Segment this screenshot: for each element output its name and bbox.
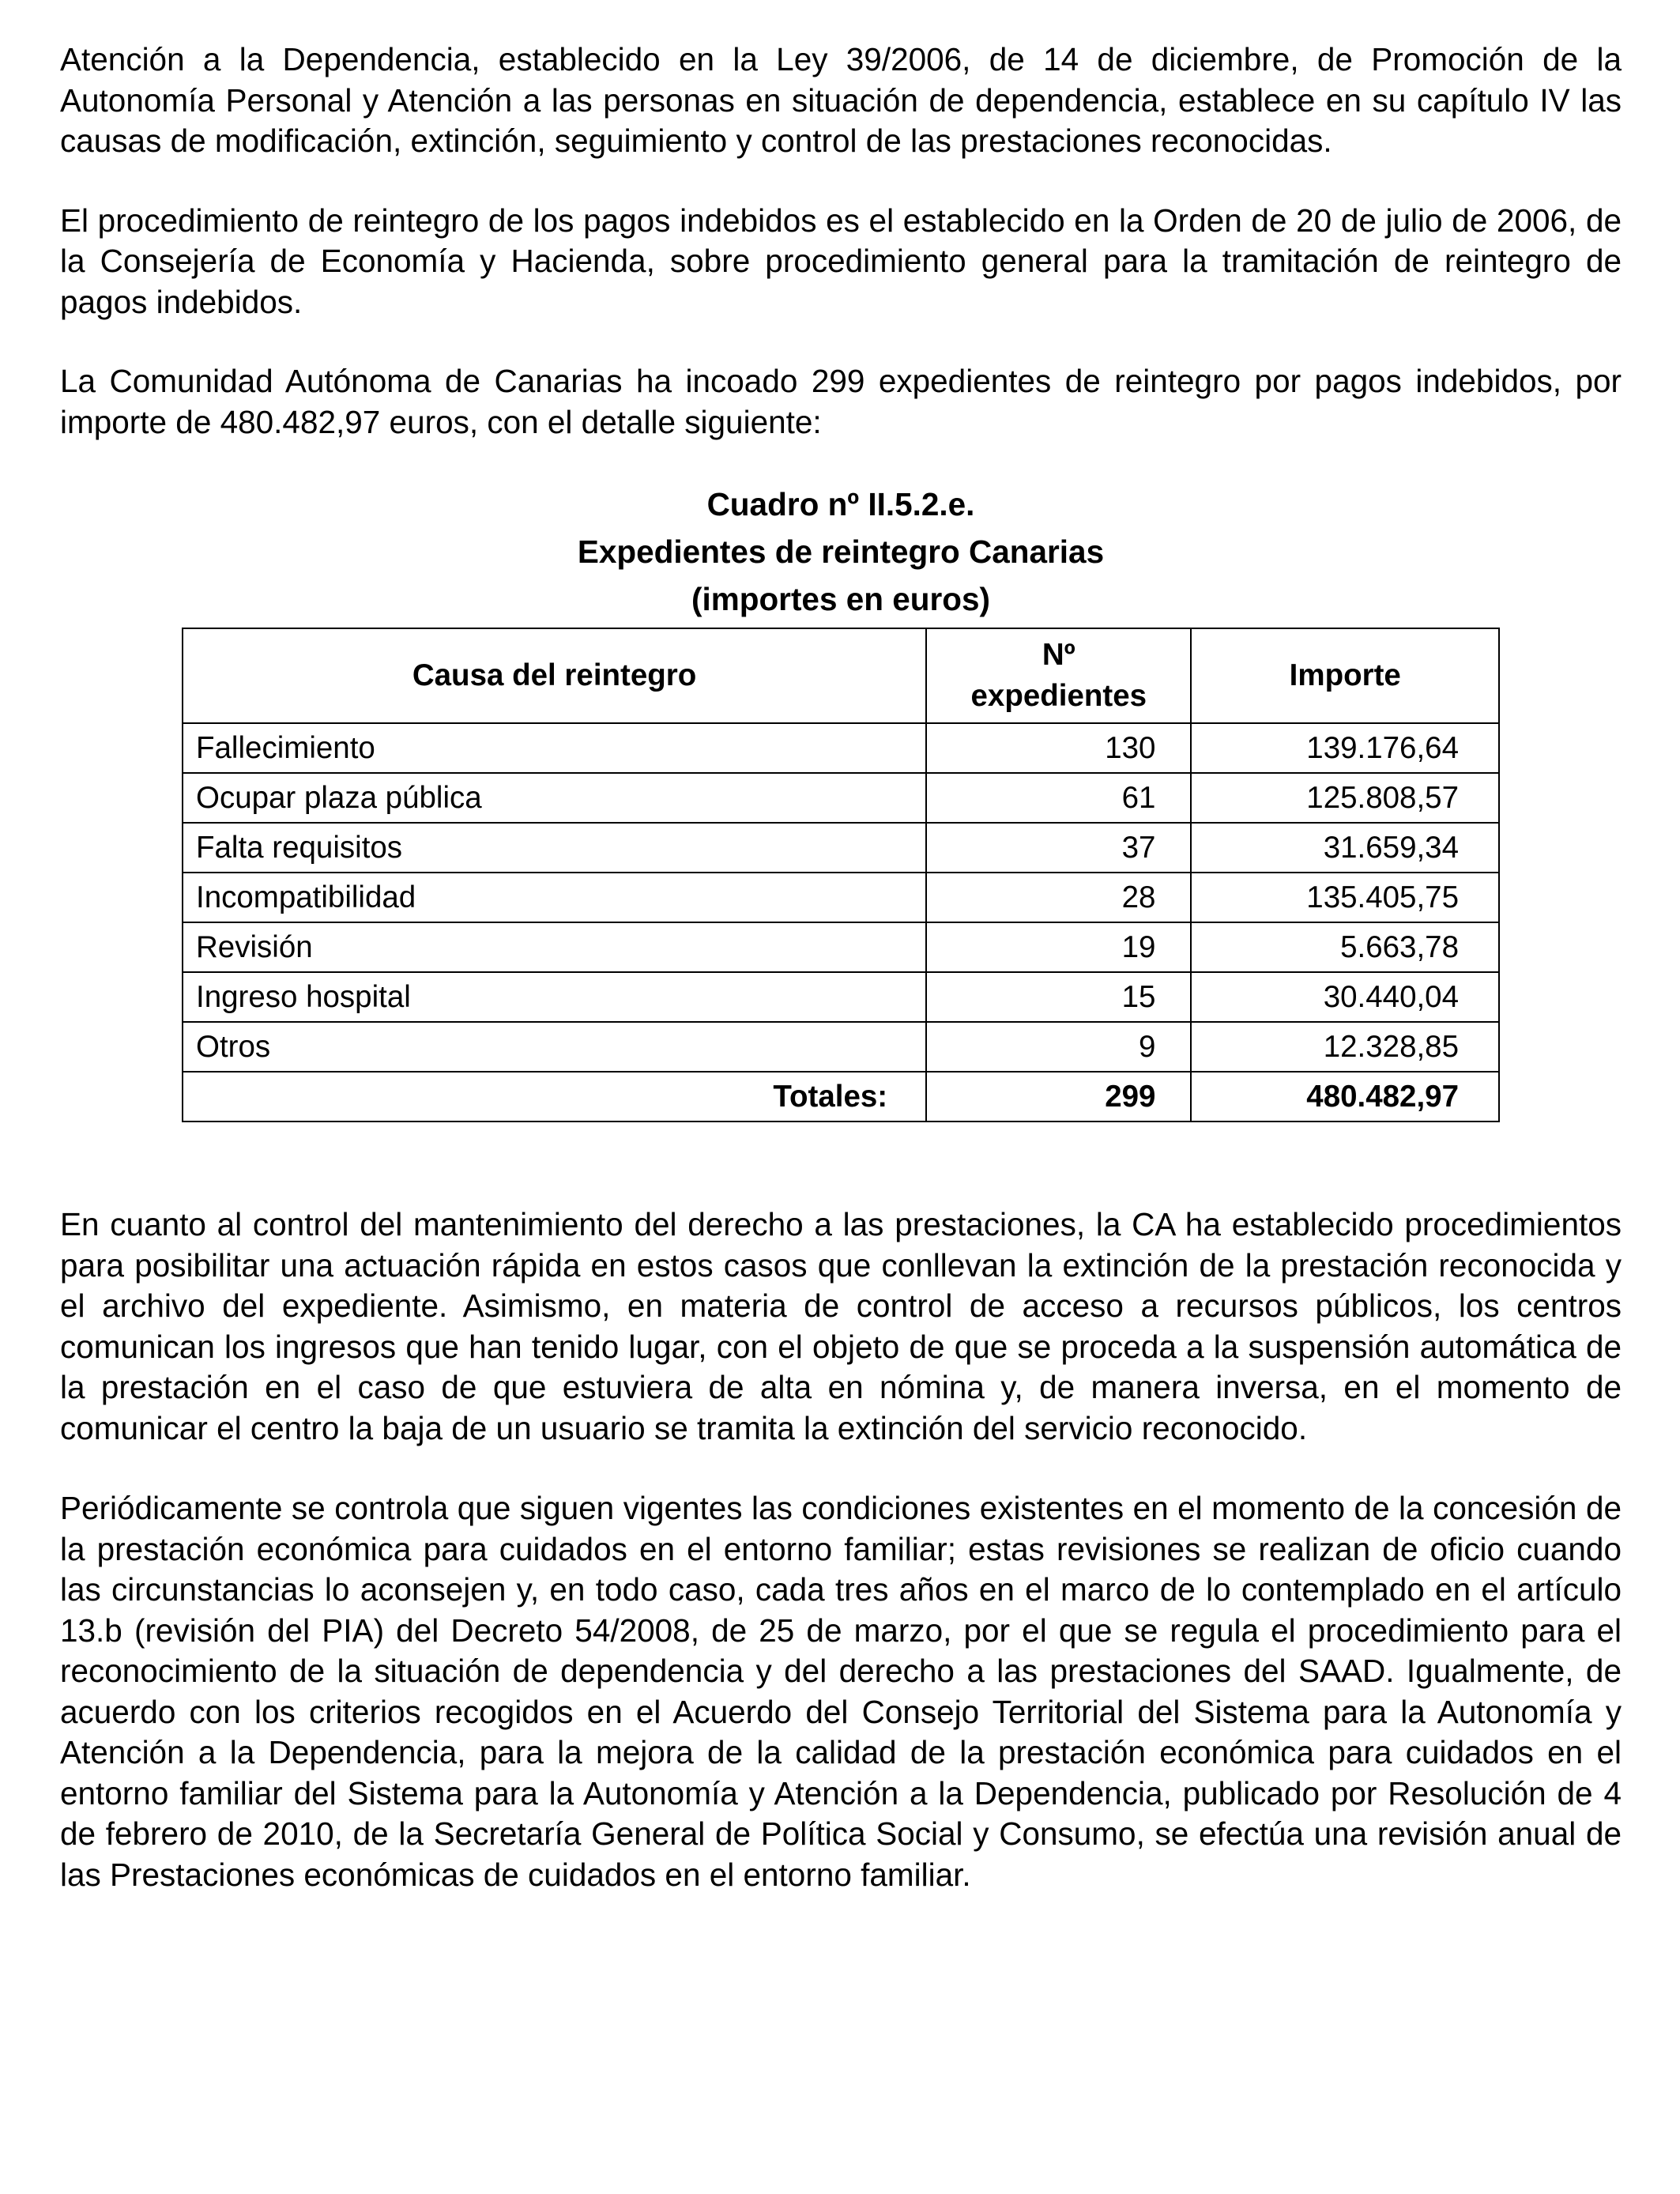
cell-cause: Ocupar plaza pública [183, 773, 926, 823]
caption-number: Cuadro nº II.5.2.e. [706, 486, 975, 522]
reintegro-table [182, 628, 1500, 1122]
paragraph-revision-periodica: Periódicamente se controla que siguen vigentes las condiciones existentes en el momento de la concesión de la prestación económica para cuidados en el entorno familiar; estas revisiones se realizan de oficio cuando las circunstancias lo aconsejen y, en todo caso, cada tres años en el marco de lo contemplado en el artículo 13.b (revisión del PIA) del Decreto 54/2008, de 25 de marzo, por el que se regula el procedimiento para el reconocimiento de la situación de dependencia y del derecho a las prestaciones del SAAD. Igualmente, de acuerdo con los criterios recogidos en el Acuerdo del Consejo Territorial del Sistema para la Autonomía y Atención a la Dependencia, para la mejora de la calidad de la prestación económica para cuidados en el entorno familiar del Sistema para la Autonomía y Atención a la Dependencia, publicado por Resolución de 4 de febrero de 2010, de la Secretaría General de Política Social y Consumo, se efectúa una revisión anual de las Prestaciones económicas de cuidados en el entorno familiar. [60, 1490, 1622, 1893]
table-row [183, 972, 1499, 1022]
cell-cause: Revisión [183, 922, 926, 972]
table-row [183, 723, 1499, 773]
cell-count: 9 [926, 1022, 1191, 1072]
totals-label: Totales: [183, 1072, 926, 1122]
totals-row [183, 1072, 1499, 1122]
totals-amount: 480.482,97 [1191, 1072, 1499, 1122]
header-count-line1: Nº [1042, 638, 1075, 672]
caption-title: Expedientes de reintegro Canarias [577, 533, 1105, 570]
cell-cause: Falta requisitos [183, 823, 926, 873]
cell-count: 28 [926, 873, 1191, 922]
header-count [926, 628, 1191, 723]
table-row [183, 773, 1499, 823]
table-row [183, 873, 1499, 922]
cell-count: 61 [926, 773, 1191, 823]
cell-count: 130 [926, 723, 1191, 773]
cell-amount: 30.440,04 [1191, 972, 1499, 1022]
cell-amount: 12.328,85 [1191, 1022, 1499, 1072]
paragraph-ley-dependencia: Atención a la Dependencia, establecido en la Ley 39/2006, de 14 de diciembre, de Promoción de la Autonomía Personal y Atención a las personas en situación de dependencia, establece en su capítulo IV las causas de modificación, extinción, seguimiento y control de las prestaciones reconocidas. [60, 41, 1622, 159]
table-row [183, 823, 1499, 873]
cell-amount: 135.405,75 [1191, 873, 1499, 922]
cell-count: 15 [926, 972, 1191, 1022]
header-amount: Importe [1191, 628, 1499, 723]
cell-cause: Otros [183, 1022, 926, 1072]
totals-count: 299 [926, 1072, 1191, 1122]
cell-amount: 139.176,64 [1191, 723, 1499, 773]
cell-cause: Ingreso hospital [183, 972, 926, 1022]
cell-count: 37 [926, 823, 1191, 873]
cell-cause: Incompatibilidad [183, 873, 926, 922]
closing-section [60, 1204, 1622, 1895]
paragraph-expedientes-canarias: La Comunidad Autónoma de Canarias ha incoado 299 expedientes de reintegro por pagos indebidos, por importe de 480.482,97 euros, con el detalle siguiente: [60, 363, 1622, 440]
table-row [183, 922, 1499, 972]
cell-count: 19 [926, 922, 1191, 972]
header-cause: Causa del reintegro [183, 628, 926, 723]
caption-units: (importes en euros) [691, 581, 991, 617]
paragraph-control-mantenimiento: En cuanto al control del mantenimiento del derecho a las prestaciones, la CA ha establecido procedimientos para posibilitar una actuación rápida en estos casos que conllevan la extinción de la prestación reconocida y el archivo del expediente. Asimismo, en materia de control de acceso a recursos públicos, los centros comunican los ingresos que han tenido lugar, con el objeto de que se proceda a la suspensión automática de la prestación en el caso de que estuviera de alta en nómina y, de manera inversa, en el momento de comunicar el centro la baja de un usuario se tramita la extinción del servicio reconocido. [60, 1206, 1622, 1446]
table-row [183, 1022, 1499, 1072]
cell-amount: 5.663,78 [1191, 922, 1499, 972]
cell-amount: 31.659,34 [1191, 823, 1499, 873]
cell-amount: 125.808,57 [1191, 773, 1499, 823]
paragraph-procedimiento-reintegro: El procedimiento de reintegro de los pagos indebidos es el establecido en la Orden de 20 de julio de 2006, de la Consejería de Economía y Hacienda, sobre procedimiento general para la tramitación de reintegro de pagos indebidos. [60, 202, 1622, 320]
table-header-row [183, 628, 1499, 723]
cell-cause: Fallecimiento [183, 723, 926, 773]
table-caption [60, 481, 1622, 623]
header-count-line2: expedientes [970, 679, 1147, 713]
document-page [60, 40, 1622, 1895]
